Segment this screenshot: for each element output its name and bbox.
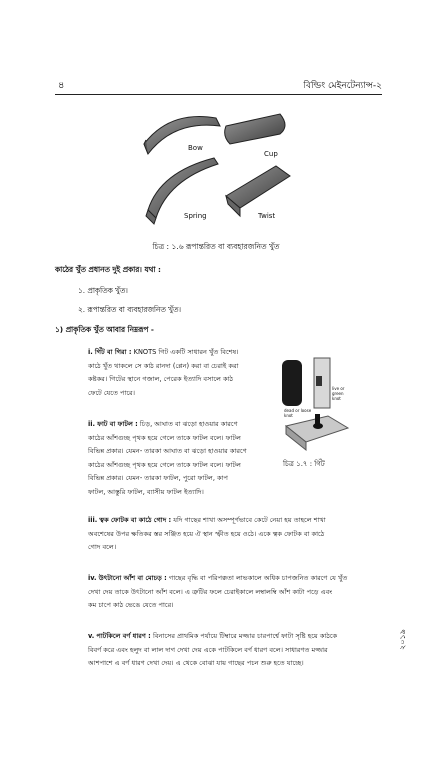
item-i-number: i. xyxy=(88,348,93,356)
section-heading: ১) প্রাকৃতিক খুঁত আবার নিম্নরূপ - xyxy=(55,325,154,334)
item-v-line: বিনাসের প্রাথমিক পর্যায়ে টিম্বারে মজ্জার চারপার্শ্বে ফাটা সৃষ্টি হয়ে কাঠকে xyxy=(152,632,338,640)
figure1-caption: চিত্র : ১.৬ রূপান্তরিত বা ব্যবহারজনিত খুঁত xyxy=(152,242,280,251)
item-i xyxy=(88,346,273,400)
live-knot-label: live or green knot xyxy=(332,386,345,401)
twist-label: Twist xyxy=(258,212,276,220)
dead-knot-label: dead or loose knot xyxy=(284,408,312,418)
item-ii-line: ফাটল, আস্তুরি ফাটল, ব্যাসীয় ফাটল ইত্যাদি। xyxy=(88,487,204,496)
item-ii-lead: ফাট বা ফাটল : xyxy=(97,420,138,428)
item-iii xyxy=(88,514,388,555)
item-iii-number: iii. xyxy=(88,516,98,524)
item-iv-lead: উৎটানো আঁশ বা মোচড় : xyxy=(98,574,167,582)
figure-warp-defects xyxy=(130,100,300,240)
item-v xyxy=(88,630,388,671)
running-head: বিল্ডিং মেইনটেন্যান্স-২ xyxy=(303,81,382,91)
item-ii xyxy=(88,418,278,499)
item-iii-line: যদি গাছের শাখা অসম্পূর্ণভাবে কেটে নেয়া হয় তাহলে শাখা xyxy=(173,516,326,524)
item-v-line: বিবর্ণ করে এবং হলুদ বা লাল দাগ দেখা দেয় একে পাটকিলে বর্ণ ধারণ বলে। সাধারণত মজ্জার xyxy=(88,645,328,654)
item-ii-line: চিড়, আঘাত বা ঝড়ো হাওয়ার কারণে xyxy=(139,420,238,428)
list-item-converted: ২. রূপান্তরিত বা ব্যবহারজনিত খুঁত। xyxy=(78,305,182,314)
item-iii-line: অবশেষের উপর ক্ষতিকর স্তর সঞ্জিত হয়ে ঐ স্থান স্ফীত হয়ে ওঠে। একে ত্বক ফোটক বা কাঠে xyxy=(88,529,325,538)
item-iv xyxy=(88,572,388,613)
page-number: ৪ xyxy=(58,80,65,91)
item-ii-line: কাঠের আঁশগুচ্ছ পৃথক হয়ে গেলে তাকে ফাটল বলে। ফাটল xyxy=(88,433,241,442)
item-i-line: কাঠে খুঁত থাকলে সে কাঠ রানদা (প্লেন) করা বা চেরাই করা xyxy=(88,361,239,370)
item-i-line: KNOTS গিট একটি সাধারন খুঁত বিশেষ। xyxy=(133,348,239,356)
side-number: ২০১৯ xyxy=(398,629,407,650)
item-iv-line: কম চাপে কাঠ ভেঙে যেতে পারে। xyxy=(88,601,174,609)
item-v-number: v. xyxy=(88,632,95,640)
list-item-natural: ১. প্রাকৃতিক খুঁত। xyxy=(78,286,128,295)
item-v-line: আশপাশে এ বর্ণ ধারণ দেখা দেয়। এ থেকে বোঝা যায় গাছের পচন শুরু হতে যাচ্ছে। xyxy=(88,659,304,667)
figure2-caption: চিত্র ১.৭ : গিঁট xyxy=(283,460,325,468)
knots-illustration xyxy=(278,356,350,454)
header-rule xyxy=(55,94,382,95)
item-ii-line: বিভিন্ন প্রকার। যেমন- তারকা ফাটল, পুরো ফাটল, কাপ xyxy=(88,474,229,482)
item-i-line: ফেটে যেতে পারে। xyxy=(88,388,136,397)
item-v-lead: পাটকিলে বর্ণ ধারণ : xyxy=(96,632,151,640)
cup-label: Cup xyxy=(264,150,278,158)
item-i-line: কষ্টকর। গিটের স্থানে গজাল, পেরেক ইত্যাদি বসালে কাঠ xyxy=(88,375,234,383)
spring-board-shape xyxy=(146,158,218,224)
item-ii-number: ii. xyxy=(88,420,96,428)
item-i-lead: গিঁট বা গিরা : xyxy=(94,348,132,356)
bow-label: Bow xyxy=(188,144,203,152)
spring-label: Spring xyxy=(184,212,207,220)
log-shape xyxy=(282,360,302,406)
item-iv-line: গাছের বৃদ্ধি বা পরিপক্কতা লাভকালে অধিক চাপজনিত কারণে যে খুঁত xyxy=(168,574,348,582)
item-iii-line: গোদ বলে। xyxy=(88,543,117,551)
bow-board-shape xyxy=(144,116,220,154)
figure-knots xyxy=(278,356,350,454)
item-iv-line: দেখা দেয় তাকে উৎটানো আঁশ বলে। এ ত্রুটির ফলে চেরাইকালে লম্বালম্বি আঁশ কাটা পড়ে এবং xyxy=(88,587,333,596)
item-ii-line: কাঠের আঁশগুচ্ছ পৃথক হয়ে গেলে তাকে ফাটল বলে। ফাটল xyxy=(88,460,241,469)
item-ii-line: বিভিন্ন প্রকার। যেমন- তারকা আঘাত বা ঝড়ো হাওয়ার কারণে xyxy=(88,447,247,455)
cup-board-shape xyxy=(225,114,285,144)
item-iii-lead: ত্বক ফোটক বা কাঠে গোদ : xyxy=(99,516,172,524)
item-iv-number: iv. xyxy=(88,574,97,582)
intro-heading: কাঠের খুঁত প্রধানত দুই প্রকার। যথা : xyxy=(55,265,161,274)
twist-board-shape xyxy=(226,166,290,216)
